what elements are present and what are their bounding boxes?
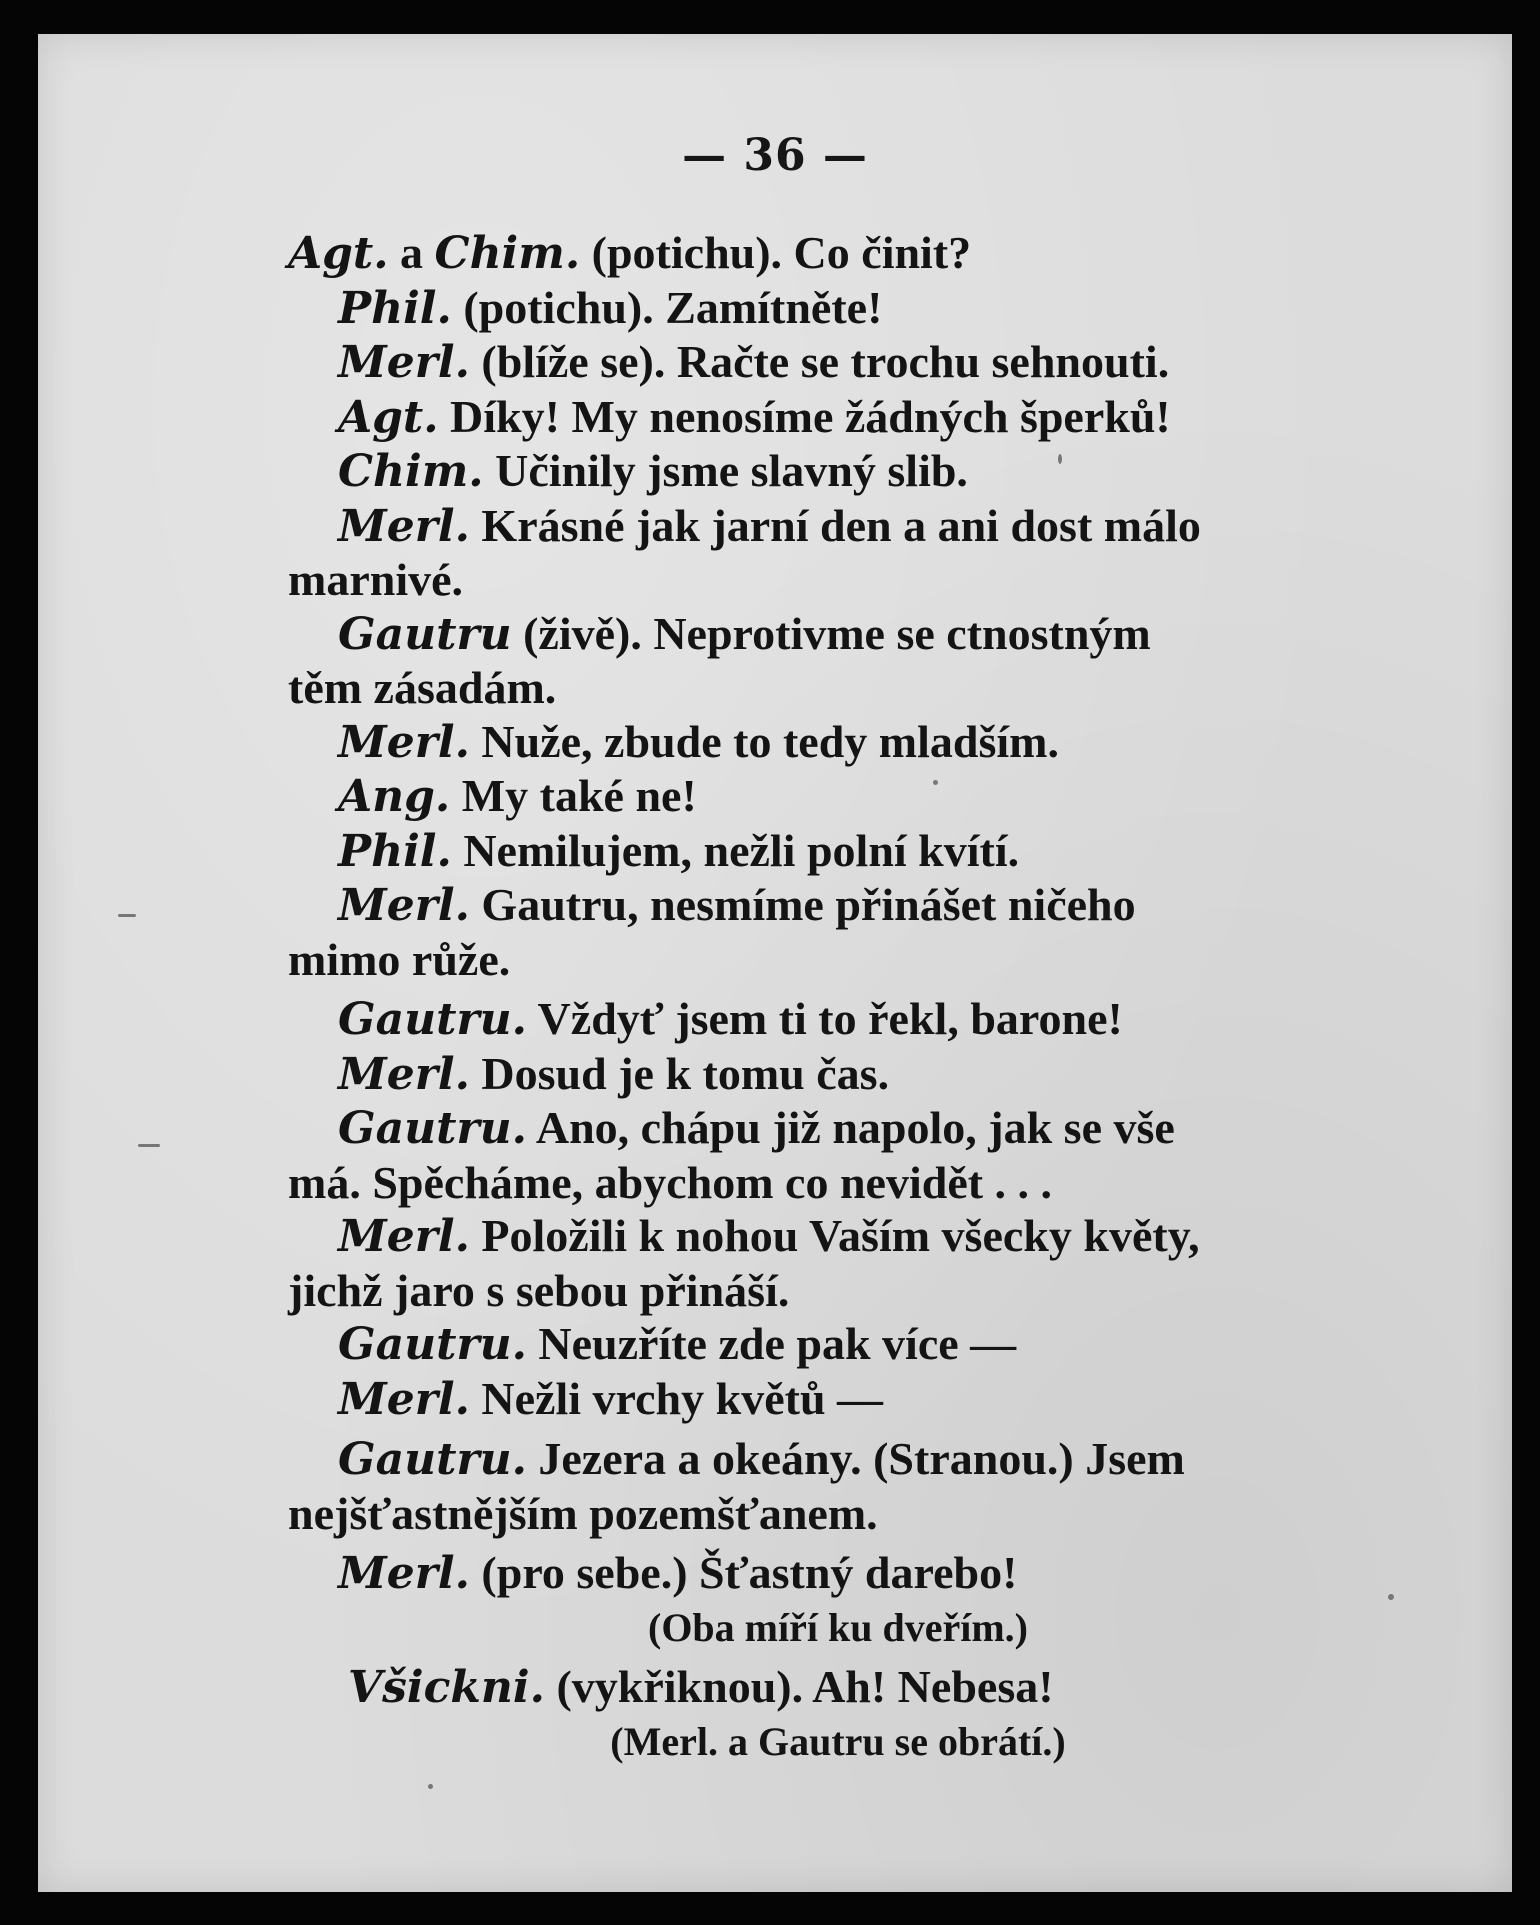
line-text: (živě). Neprotivme se ctnostným [511, 607, 1151, 659]
paper-speck [1058, 454, 1062, 464]
dialogue-line [288, 226, 1388, 281]
dialogue-line [288, 878, 1388, 933]
continuation-line [288, 1487, 1388, 1541]
stage-direction: (Merl. a Gautru se obrátí.) [610, 1718, 1066, 1764]
speaker-name: Merl. [338, 1373, 470, 1425]
line-text: jichž jaro s sebou přináší. [288, 1264, 790, 1316]
page-number: — 36 — [682, 130, 868, 181]
dialogue-line [288, 335, 1388, 390]
speaker-name: Ang. [338, 771, 451, 822]
line-text: těm zásadám. [288, 662, 557, 713]
line-text: Neuzříte zde pak více — [526, 1318, 1017, 1369]
paper-speck [138, 1144, 160, 1147]
speaker-name: Merl. [338, 716, 470, 768]
line-text: (blíže se). Račte se trochu sehnouti. [469, 336, 1170, 387]
line-text: Učinily jsme slavný slib. [483, 445, 968, 496]
line-text: Jezera a okeány. (Stranou.) Jsem [526, 1433, 1185, 1484]
stage-direction: (Oba míří ku dveřím.) [648, 1604, 1028, 1650]
dialogue-line [288, 1372, 1388, 1427]
line-text: marnivé. [288, 554, 464, 605]
continuation-line [288, 661, 1388, 715]
speaker-name: Gautru. [338, 1103, 527, 1154]
speaker-name: Merl. [338, 1211, 470, 1262]
dialogue-line [288, 1432, 1388, 1487]
line-text: Nuže, zbude to tedy mladším. [469, 715, 1059, 767]
line-text: mimo růže. [288, 933, 511, 985]
dialogue-line [288, 1546, 1388, 1601]
speaker-name: Merl. [338, 880, 470, 931]
dialogue-line [288, 281, 1388, 336]
line-text: nejšťastnějším pozemšťanem. [288, 1487, 878, 1539]
dialogue-line [288, 824, 1388, 879]
dialogue-line [288, 1660, 1388, 1715]
speaker-name: Agt. [288, 228, 389, 279]
paper-speck [428, 1784, 433, 1789]
speaker-name: Agt. [338, 391, 439, 443]
line-text: Nežli vrchy květů — [469, 1372, 884, 1424]
continuation-line [288, 1264, 1388, 1318]
speaker-name: Gautru. [338, 1434, 527, 1485]
line-text: (pro sebe.) Šťastný darebo! [469, 1547, 1018, 1598]
speaker-name: Merl. [338, 1548, 470, 1599]
line-text: Krásné jak jarní den a ani dost málo [469, 499, 1201, 551]
paper-speck [933, 780, 938, 785]
line-text: má. Spěcháme, abychom co nevidět . . . [288, 1156, 1053, 1208]
speaker-name: Phil. [338, 825, 452, 877]
line-text: a [388, 227, 435, 278]
speaker-name: Gautru. [338, 994, 527, 1045]
dialogue-line [288, 499, 1388, 554]
speaker-name: Všickni. [348, 1662, 545, 1713]
line-text: (potichu). Zamítněte! [451, 281, 883, 333]
line-text: (vykřiknou). Ah! Nebesa! [544, 1661, 1054, 1712]
dialogue-line [288, 769, 1388, 824]
dialogue-line [288, 390, 1388, 445]
book-page [38, 34, 1512, 1892]
dialogue-line [288, 1317, 1388, 1372]
speaker-name: Chim. [434, 228, 581, 279]
dialogue-line [288, 444, 1388, 499]
speaker-name: Chim. [338, 446, 484, 497]
dialogue-line [288, 992, 1388, 1047]
dialogue-text [288, 226, 1388, 1768]
dialogue-line [288, 1209, 1388, 1264]
speaker-name: Gautru [338, 608, 512, 660]
line-text: Vždyť jsem ti to řekl, barone! [526, 993, 1123, 1044]
line-text: Položili k nohou Vaším všecky květy, [469, 1210, 1200, 1261]
line-text: Dosud je k tomu čas. [469, 1047, 890, 1099]
speaker-name: Merl. [338, 500, 470, 552]
dialogue-line [288, 715, 1388, 770]
dialogue-line [288, 1101, 1388, 1156]
line-text: Ano, chápu již napolo, jak se vše [526, 1102, 1175, 1153]
speaker-name: Merl. [338, 337, 470, 388]
line-text: Gautru, nesmíme přinášet ničeho [469, 879, 1136, 930]
line-text: (potichu). Co činit? [580, 227, 972, 278]
dialogue-line [288, 1047, 1388, 1102]
paper-speck [118, 914, 136, 917]
speaker-name: Phil. [338, 282, 452, 334]
paper-speck [1388, 1594, 1394, 1600]
dialogue-line [288, 607, 1388, 662]
continuation-line [288, 553, 1388, 607]
line-text: Díky! My nenosíme žádných šperků! [438, 390, 1171, 442]
speaker-name: Gautru. [338, 1319, 527, 1370]
speaker-name: Merl. [338, 1048, 470, 1100]
continuation-line [288, 933, 1388, 987]
line-text: My také ne! [450, 770, 697, 821]
line-text: Nemilujem, nežli polní kvítí. [451, 824, 1020, 876]
continuation-line [288, 1156, 1388, 1210]
